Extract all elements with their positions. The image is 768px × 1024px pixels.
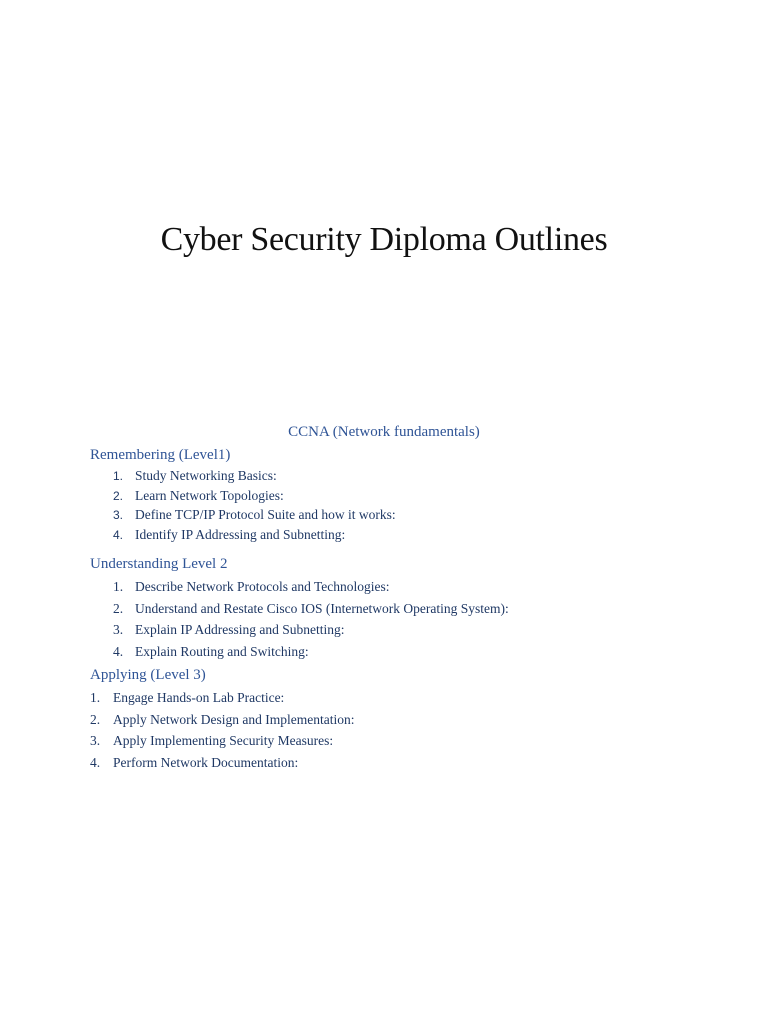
list-item-number: 4. [90,755,101,771]
list-item-text: Explain Routing and Switching: [135,644,309,660]
list-item-number: 1. [113,579,124,594]
document-title: Cyber Security Diploma Outlines [160,221,608,258]
list-item-text: Explain IP Addressing and Subnetting: [135,622,345,638]
list-item-number: 4. [113,644,124,660]
list-item-text: Apply Implementing Security Measures: [113,733,334,749]
list-item-number: 2. [90,711,101,727]
list-item-text: Identify IP Addressing and Subnetting: [135,526,346,542]
list-item-text: Learn Network Topologies: [135,487,284,503]
list-item-number: 2. [113,488,124,503]
list-item-number: 3. [113,508,124,522]
list-item-number: 3. [113,622,124,638]
level-heading-applying: Applying (Level 3) [90,667,206,683]
level-heading-understanding: Understanding Level 2 [90,556,228,572]
list-item-text: Perform Network Documentation: [113,755,299,771]
list-item-number: 1. [90,690,101,705]
section-heading: CCNA (Network fundamentals) [288,424,480,440]
list-item-number: 1. [113,469,124,483]
list-item-text: Define TCP/IP Protocol Suite and how it works: [135,507,396,522]
list-item-text: Apply Network Design and Implementation: [113,711,355,727]
list-item-text: Understand and Restate Cisco IOS (Internetwork Operating System): [135,600,509,616]
list-item-text: Engage Hands-on Lab Practice: [113,690,285,705]
level-heading-remembering: Remembering (Level1) [90,447,231,463]
list-item-text: Study Networking Basics: [135,468,277,483]
list-item-text: Describe Network Protocols and Technologies: [135,579,390,594]
list-item-number: 3. [90,733,101,749]
list-item-number: 4. [113,527,124,542]
list-item-number: 2. [113,600,124,616]
